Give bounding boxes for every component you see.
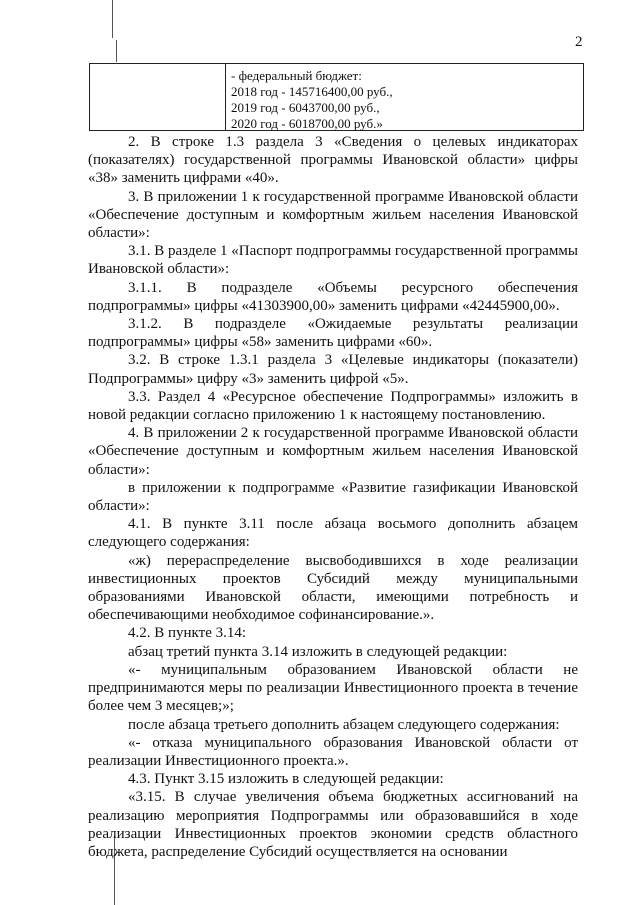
- paragraph: абзац третий пункта 3.14 изложить в следующей редакции:: [128, 643, 508, 660]
- paragraph: 3.1.1. В подразделе «Объемы ресурсного обеспечения подпрограммы» цифры «41303900,00» заменить цифрами «42445900,00».: [88, 279, 578, 314]
- paragraph: 3.2. В строке 1.3.1 раздела 3 «Целевые индикаторы (показатели) Подпрограммы» цифру «3» заменить цифрой «5».: [88, 352, 578, 387]
- paragraph: «- отказа муниципального образования Ивановской области от реализации Инвестиционного проекта.».: [88, 734, 578, 769]
- paragraph: 4.1. В пункте 3.11 после абзаца восьмого дополнить абзацем следующего содержания:: [88, 516, 578, 551]
- table-empty-cell: [90, 64, 226, 130]
- paragraph: 4.2. В пункте 3.14:: [128, 625, 247, 642]
- paragraph: 3.3. Раздел 4 «Ресурсное обеспечение Подпрограммы» изложить в новой редакции согласно приложению 1 к настоящему постановлению.: [88, 388, 578, 424]
- paragraph: в приложении к подпрограмме «Развитие газификации Ивановской области»:: [88, 479, 578, 515]
- page-number: 2: [575, 34, 583, 50]
- scan-mark-top: [112, 0, 113, 38]
- paragraph: 4.3. Пункт 3.15 изложить в следующей редакции:: [128, 771, 444, 788]
- document-body: [88, 133, 578, 861]
- paragraph: «- муниципальным образованием Ивановской области не предпринимаются меры по реализации Инвестиционного проекта в течение более чем 3 месяцев;»;: [88, 661, 578, 715]
- table-line: 2020 год - 6018700,00 руб.»: [231, 116, 383, 131]
- budget-table: [89, 63, 584, 131]
- paragraph: «ж) перераспределение высвободившихся в ходе реализации инвестиционных проектов Субсидий между муниципальными образованиями Ивановской области, имеющими потребность и обеспечивающими необходимое софинансирование.».: [88, 552, 578, 624]
- paragraph: после абзаца третьего дополнить абзацем следующего содержания:: [128, 716, 560, 733]
- paragraph: 4. В приложении 2 к государственной программе Ивановской области «Обеспечение доступным и комфортным жильем населения Ивановской области»:: [88, 425, 578, 478]
- scan-mark-left: [116, 40, 117, 62]
- table-cell-federal-budget: [231, 68, 393, 132]
- paragraph: 3. В приложении 1 к государственной программе Ивановской области «Обеспечение доступным и комфортным жильем населения Ивановской области»:: [88, 188, 578, 242]
- table-line: 2019 год - 6043700,00 руб.,: [231, 100, 380, 115]
- table-line: 2018 год - 145716400,00 руб.,: [231, 84, 393, 99]
- table-line: - федеральный бюджет:: [231, 68, 362, 83]
- paragraph: 3.1.2. В подразделе «Ожидаемые результаты реализации подпрограммы» цифры «58» заменить цифрами «60».: [88, 316, 578, 351]
- paragraph: 2. В строке 1.3 раздела 3 «Сведения о целевых индикаторах (показателях) государственной программы Ивановской области» цифры «38» заменить цифрами «40».: [88, 134, 578, 187]
- paragraph: «3.15. В случае увеличения объема бюджетных ассигнований на реализацию мероприятия Подпрограммы или образовавшийся в ходе реализации Инвестиционных проектов экономии средств областного бюджета, распределение Субсидий осуществляется на основании: [88, 789, 578, 860]
- paragraph: 3.1. В разделе 1 «Паспорт подпрограммы государственной программы Ивановской области»:: [88, 243, 578, 278]
